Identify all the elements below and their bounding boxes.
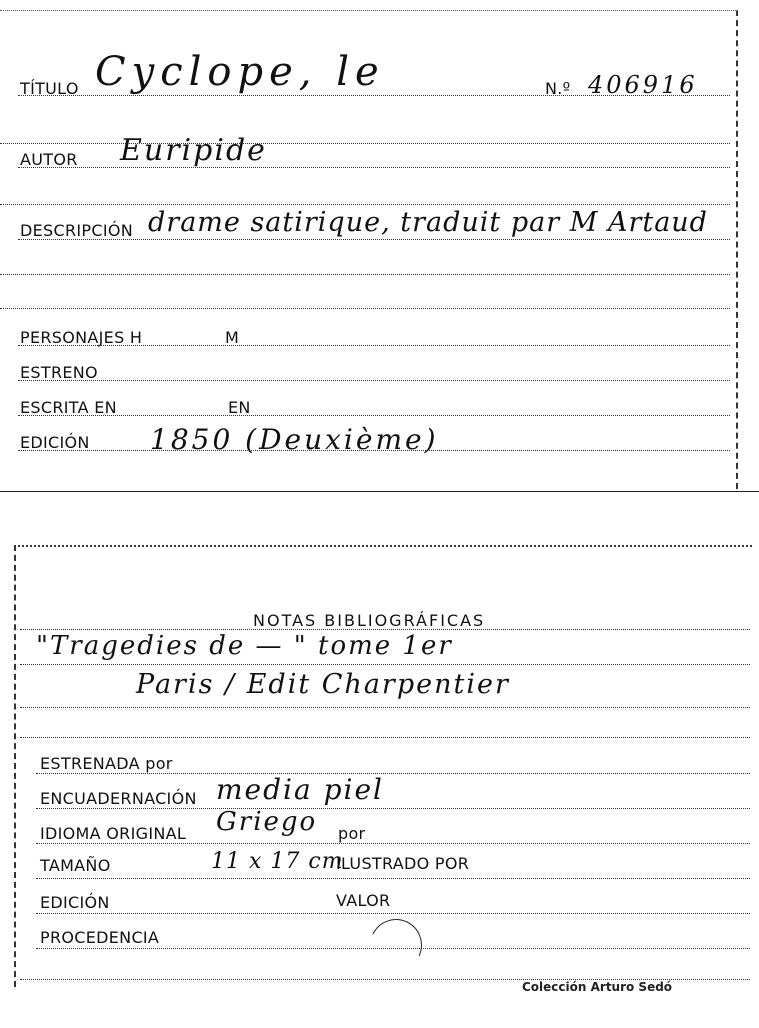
ilustrado-label: ILUSTRADO POR (336, 854, 470, 873)
autor-value: Euripide (120, 133, 267, 168)
edicion-label: EDICIÓN (40, 893, 110, 912)
numero-label: N.º (545, 79, 571, 98)
ruled-line (36, 808, 750, 809)
escrita-label: ESCRITA EN (20, 398, 117, 417)
procedencia-label: PROCEDENCIA (40, 928, 160, 947)
idioma-value: Griego (216, 807, 318, 837)
numero-value: 406916 (588, 71, 698, 99)
estrenada-label: ESTRENADA por (40, 754, 173, 773)
ruled-line (36, 913, 750, 914)
titulo-value: Cyclope, le (95, 49, 385, 95)
ruled-line (36, 843, 750, 844)
ruled-line (18, 380, 730, 381)
collection-footer: Colección Arturo Sedó (522, 980, 673, 994)
tamano-label: TAMAÑO (40, 856, 111, 875)
descripcion-value: drame satirique, traduit par M Artaud (148, 207, 708, 238)
descripcion-label: DESCRIPCIÓN (20, 221, 133, 240)
personajes-m-label: M (225, 328, 240, 347)
idioma-label: IDIOMA ORIGINAL (40, 824, 187, 843)
ruled-line (0, 308, 730, 309)
autor-label: AUTOR (20, 150, 78, 169)
titulo-label: TÍTULO (20, 79, 79, 98)
edicion-label: EDICIÓN (20, 433, 90, 452)
edicion-value: 1850 (Deuxième) (150, 423, 439, 456)
ruled-line (0, 274, 730, 275)
notas-line1: "Tragedies de — " tome 1er (36, 631, 453, 661)
valor-label: VALOR (336, 891, 391, 910)
catalog-card-bottom (14, 545, 752, 994)
estreno-label: ESTRENO (20, 363, 98, 382)
ruled-line (20, 664, 750, 665)
escrita-en-label: EN (228, 398, 251, 417)
ruled-line (0, 204, 730, 205)
ruled-line (0, 143, 730, 144)
idioma-por-label: por (338, 824, 366, 843)
ruled-line (20, 707, 750, 708)
encuadernacion-value: media piel (216, 773, 384, 806)
catalog-card-top (0, 10, 738, 489)
notas-title: NOTAS BIBLIOGRÁFICAS (253, 611, 486, 630)
personajes-label: PERSONAJES H (20, 328, 143, 347)
tamano-value: 11 x 17 cm (211, 849, 344, 874)
ruled-line (36, 878, 750, 879)
ruled-line (18, 415, 730, 416)
stamp-mark (363, 912, 430, 979)
card-separator (0, 491, 759, 492)
ruled-line (20, 737, 750, 738)
notas-line2: Paris / Edit Charpentier (136, 669, 510, 700)
encuadernacion-label: ENCUADERNACIÓN (40, 789, 197, 808)
ruled-line (36, 773, 750, 774)
